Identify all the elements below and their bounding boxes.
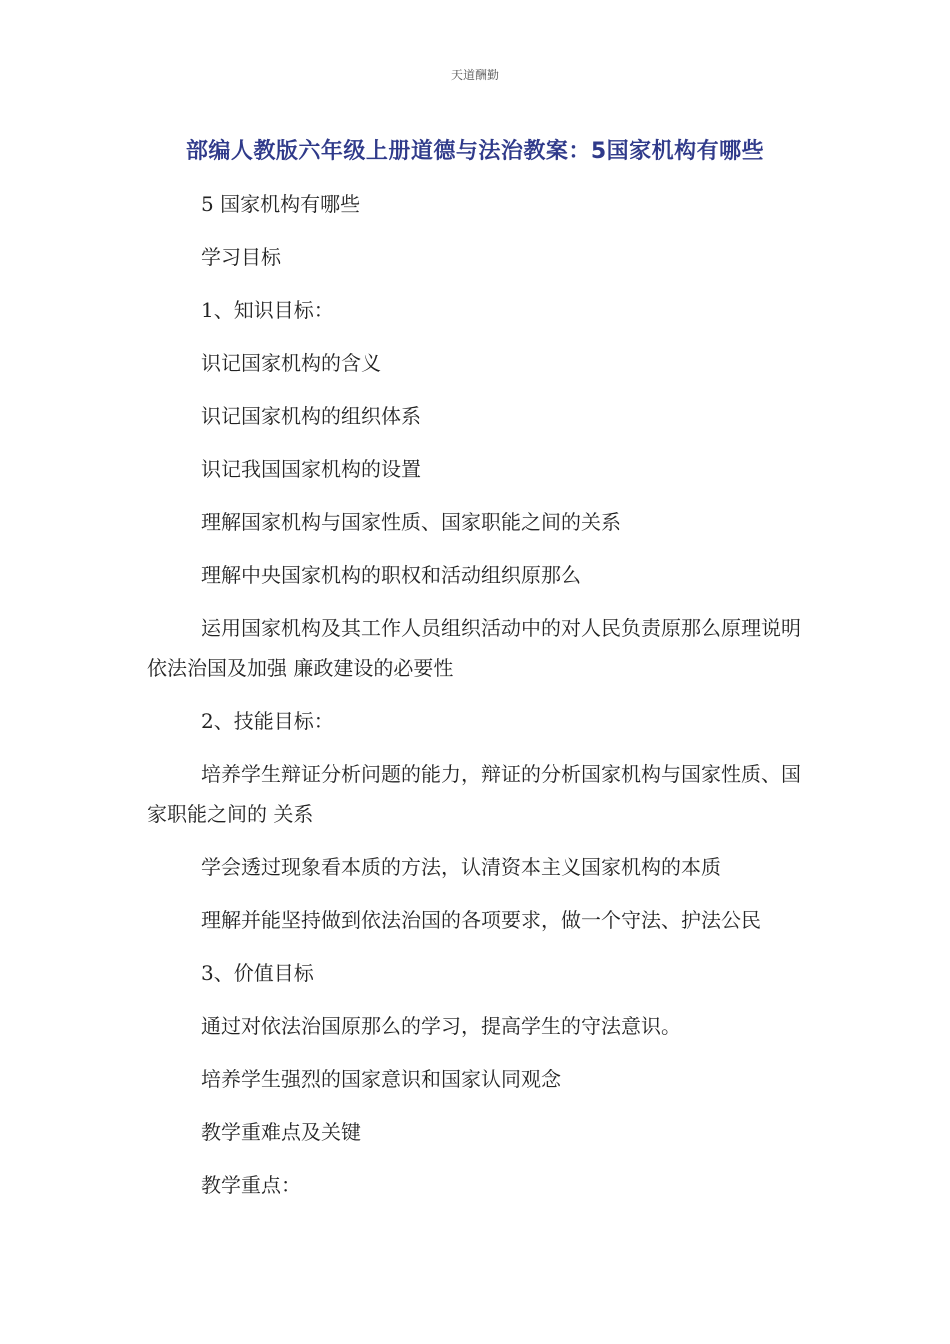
paragraph-lesson-heading: 5 国家机构有哪些	[201, 192, 361, 216]
document-title: 部编人教版六年级上册道德与法治教案：5国家机构有哪些	[185, 139, 765, 164]
paragraph: 通过对依法治国原那么的学习，提高学生的守法意识。	[201, 1014, 681, 1038]
paragraph: 运用国家机构及其工作人员组织活动中的对人民负责原那么原理说明依法治国及加强 廉政建设的必要性	[147, 616, 801, 680]
paragraph: 培养学生辩证分析问题的能力，辩证的分析国家机构与国家性质、国家职能之间的 关系	[147, 762, 801, 826]
paragraph: 理解并能坚持做到依法治国的各项要求，做一个守法、护法公民	[201, 908, 761, 932]
paragraph-learning-objectives: 学习目标	[201, 245, 281, 269]
paragraph-teaching-focus: 教学重点：	[201, 1173, 301, 1197]
document-body	[147, 184, 817, 1218]
paragraph: 识记我国国家机构的设置	[201, 457, 421, 481]
paragraph: 理解中央国家机构的职权和活动组织原那么	[201, 563, 581, 587]
paragraph: 理解国家机构与国家性质、国家职能之间的关系	[201, 510, 621, 534]
paragraph-key-points: 教学重难点及关键	[201, 1120, 361, 1144]
paragraph: 培养学生强烈的国家意识和国家认同观念	[201, 1067, 561, 1091]
paragraph: 识记国家机构的含义	[201, 351, 381, 375]
paragraph: 识记国家机构的组织体系	[201, 404, 421, 428]
paragraph-value-objective: 3、价值目标	[201, 961, 314, 985]
paragraph: 学会透过现象看本质的方法，认清资本主义国家机构的本质	[201, 855, 721, 879]
paragraph-skill-objective: 2、技能目标：	[201, 709, 334, 733]
paragraph-knowledge-objective: 1、知识目标：	[201, 298, 334, 322]
page-header: 天道酬勤	[450, 68, 499, 82]
